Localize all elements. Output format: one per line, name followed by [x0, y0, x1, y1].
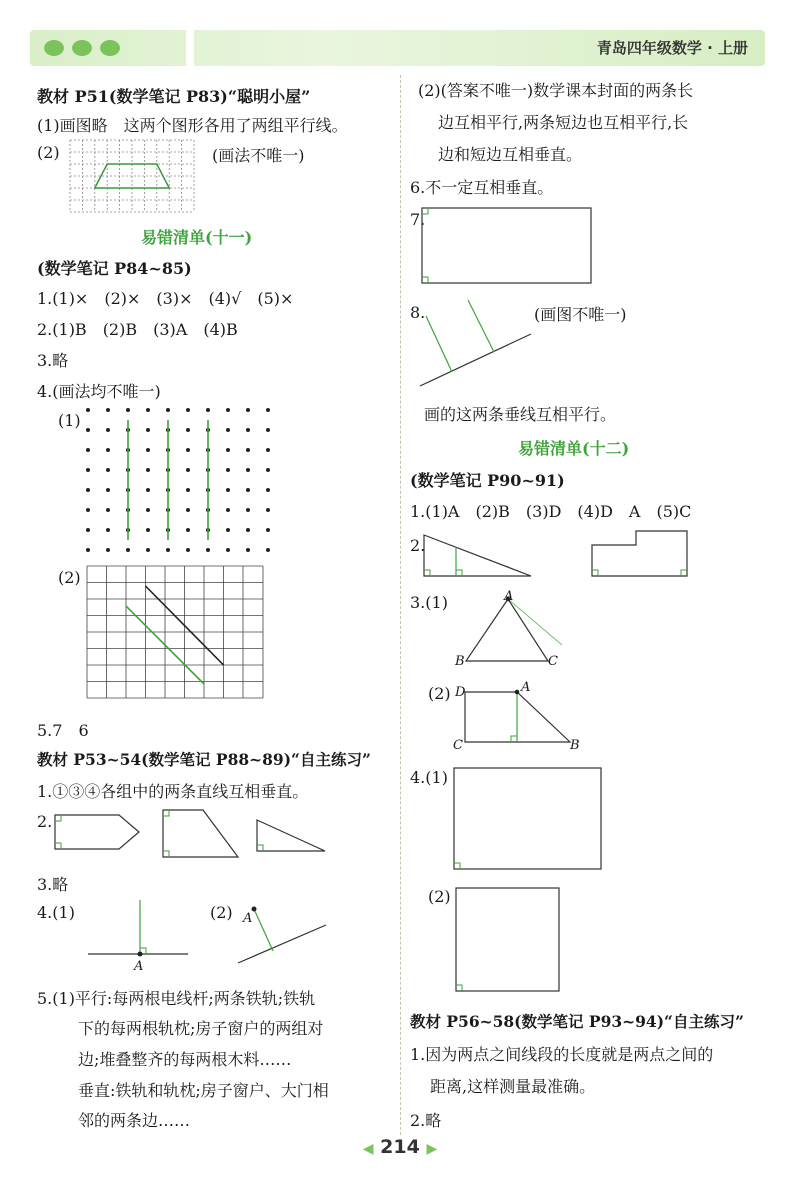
answer-t3: 3.略: [37, 875, 69, 894]
point-label-C: C: [453, 738, 463, 753]
answer-r7: 7.: [410, 210, 426, 229]
right-triangle-figure: [424, 535, 532, 577]
trapezoid-grid-figure: [70, 140, 194, 212]
answer-r8-note: (画图不唯一): [534, 305, 627, 324]
answer-q4: 4.(画法均不唯一): [37, 382, 161, 401]
answer-r3: 边和短边互相垂直。: [438, 145, 583, 164]
point-label-B: B: [570, 738, 580, 753]
triangle-abc-figure: [466, 595, 566, 663]
answer-k2: 2.略: [410, 1111, 442, 1130]
square-grid-figure: [87, 566, 263, 698]
answer-note: (画法不唯一): [212, 146, 305, 165]
answer-r8-after: 画的这两条垂线互相平行。: [424, 405, 617, 424]
textbook-ref-3: 教材 P56~58(数学笔记 P93~94)“自主练习”: [410, 1012, 744, 1031]
square-figure-e4: [456, 888, 560, 992]
textbook-ref-2: 教材 P53~54(数学笔记 P88~89)“自主练习”: [37, 750, 371, 769]
answer-label: (2): [37, 143, 60, 162]
answer-r8: 8.: [410, 303, 426, 322]
answer-t4-2-label: (2): [210, 903, 233, 922]
right-triangle-icon: ▶: [426, 1141, 438, 1157]
point-label-A: A: [134, 959, 144, 974]
dot-grid-figure: [88, 410, 268, 554]
section-ref-12: (数学笔记 P90~91): [410, 471, 565, 490]
answer-q4-2-label: (2): [58, 568, 81, 587]
answer-r2: 边互相平行,两条短边也互相平行,长: [438, 113, 689, 132]
answer-e2: 2.: [410, 536, 426, 555]
answer-t5-line5: 邻的两条边……: [78, 1111, 191, 1130]
answer-t2: 2.: [37, 812, 53, 831]
point-label-B: B: [455, 654, 465, 669]
answer-q3: 3.略: [37, 351, 69, 370]
l-shape-figure: [592, 531, 688, 577]
answer-line: (1)画图略 这两个图形各用了两组平行线。: [37, 116, 348, 135]
decor-dot-icon: [100, 40, 120, 56]
answer-q1: 1.(1)× (2)× (3)× (4)√ (5)×: [37, 289, 294, 308]
section-ref-11: (数学笔记 P84~85): [37, 259, 192, 278]
section-title-11: 易错清单(十一): [141, 228, 253, 247]
perpendicular-figure-1: [88, 900, 188, 960]
answer-e3-2-label: (2): [428, 684, 451, 703]
answer-t5-line2: 下的每两根轨枕;房子窗户的两组对: [78, 1019, 324, 1038]
answer-t1: 1.①③④各组中的两条直线互相垂直。: [37, 782, 309, 801]
answer-k1-line1: 1.因为两点之间线段的长度就是两点之间的: [410, 1045, 714, 1064]
page-number-value: 214: [380, 1136, 420, 1158]
book-title: 青岛四年级数学 · 上册: [596, 39, 748, 57]
rectangle-figure-7: [422, 208, 592, 284]
answer-t5-line4: 垂直:铁轨和轨枕;房子窗户、大门相: [78, 1081, 329, 1100]
column-divider: [400, 75, 401, 1135]
header-notch: [186, 30, 194, 66]
point-label-A: A: [243, 911, 253, 926]
answer-r6: 6.不一定互相垂直。: [410, 178, 554, 197]
answer-q2: 2.(1)B (2)B (3)A (4)B: [37, 320, 238, 339]
trapezoid-abcd-figure: [465, 690, 571, 744]
point-label-D: D: [455, 685, 466, 700]
answer-k1-line2: 距离,这样测量最准确。: [430, 1077, 596, 1096]
decor-dot-icon: [44, 40, 64, 56]
answer-t5-line3: 边;堆叠整齐的每两根木料……: [78, 1050, 292, 1069]
left-triangle-icon: ◀: [362, 1141, 374, 1157]
rectangle-figure-e4: [454, 768, 602, 870]
triangle-figure: [257, 820, 327, 852]
parallel-perpendiculars-figure: [420, 300, 532, 388]
trapezoid-figure: [163, 810, 239, 858]
answer-t5-line1: 5.(1)平行:每两根电线杆;两条铁轨;铁轨: [37, 989, 316, 1008]
answer-q5: 5.7 6: [37, 721, 89, 740]
textbook-ref-1: 教材 P51(数学笔记 P83)“聪明小屋”: [37, 87, 311, 106]
section-title-12: 易错清单(十二): [518, 439, 630, 458]
point-label-A: A: [521, 680, 531, 695]
decor-dot-icon: [72, 40, 92, 56]
answer-q4-1-label: (1): [58, 411, 81, 430]
answer-e1: 1.(1)A (2)B (3)D (4)D A (5)C: [410, 502, 692, 521]
answer-r1: (2)(答案不唯一)数学课本封面的两条长: [418, 81, 694, 100]
answer-e4-2-label: (2): [428, 887, 451, 906]
point-label-A: A: [504, 589, 514, 604]
point-label-C: C: [548, 654, 558, 669]
answer-e3: 3.(1): [410, 593, 448, 612]
page-number: [0, 1136, 800, 1158]
answer-t4: 4.(1): [37, 903, 75, 922]
pentagon-figure: [55, 815, 140, 849]
answer-e4: 4.(1): [410, 768, 448, 787]
